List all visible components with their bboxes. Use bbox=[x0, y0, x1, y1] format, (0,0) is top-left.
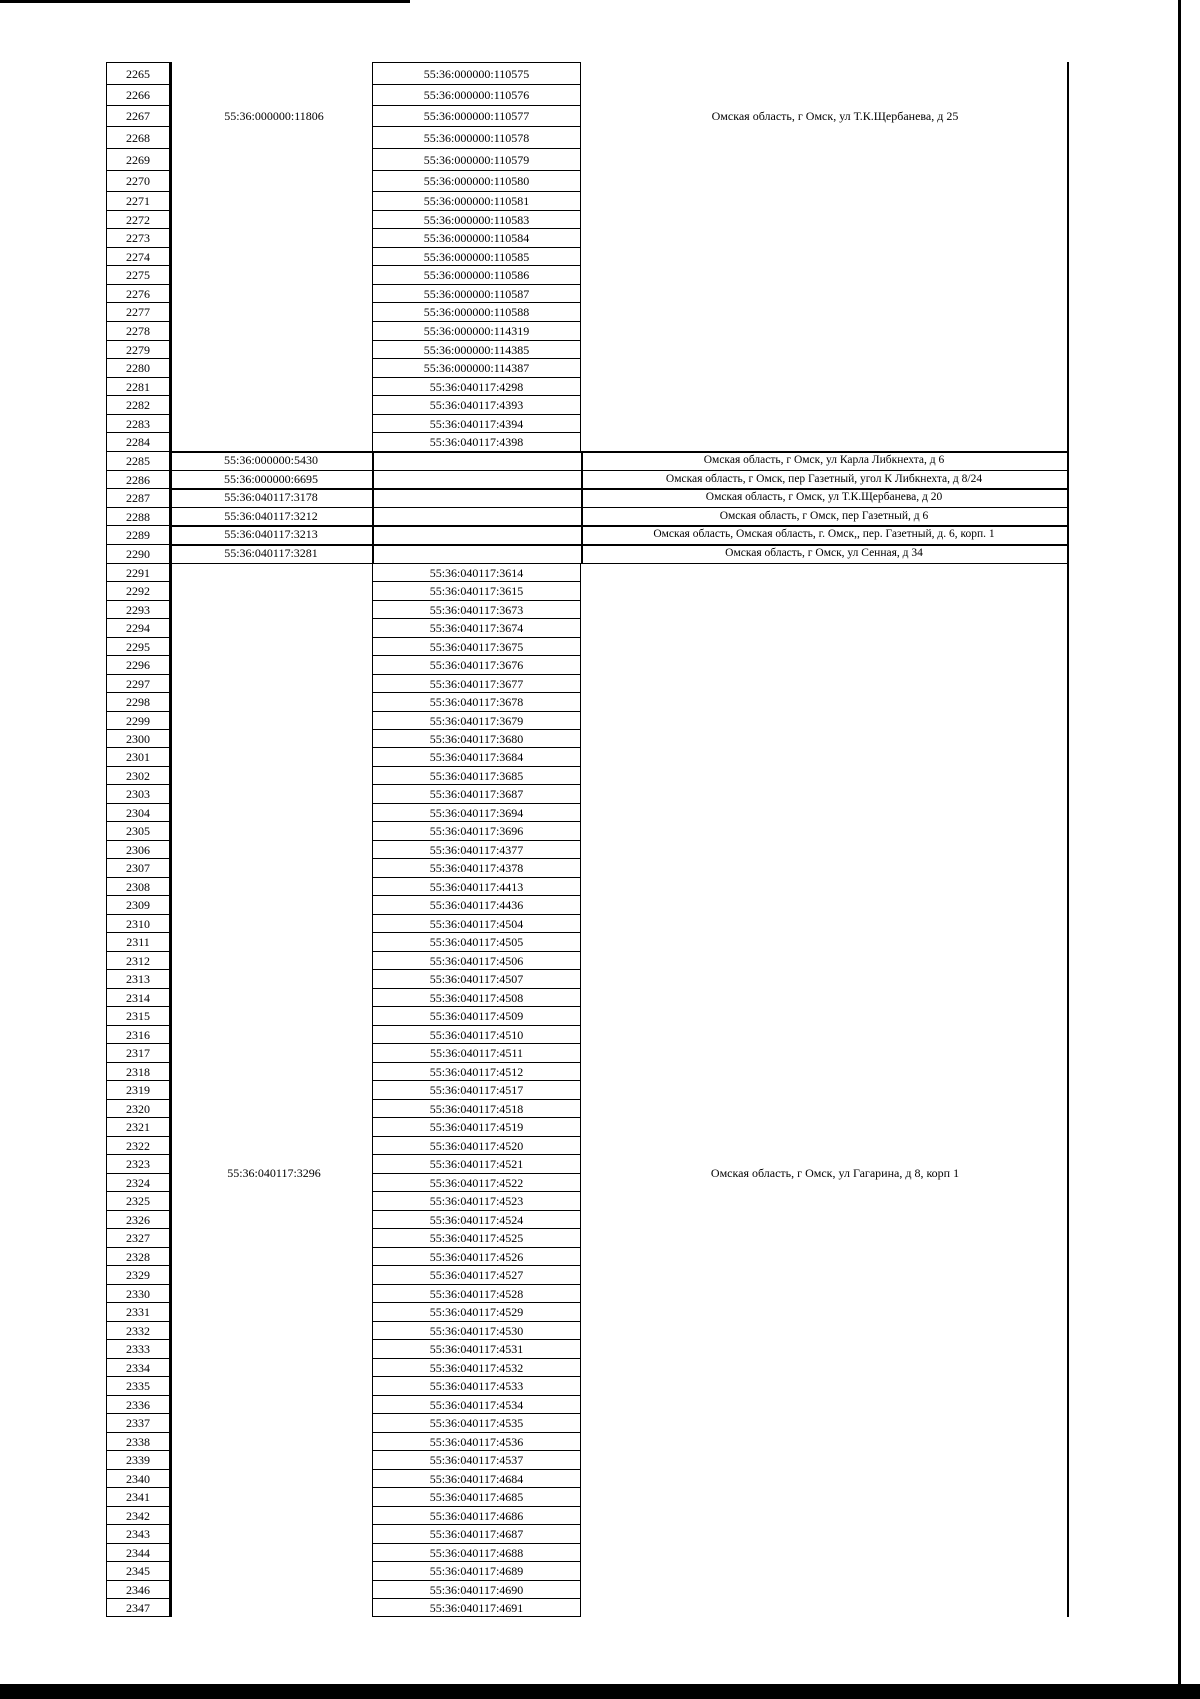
lot-number-cell: 55:36:040117:4688 bbox=[372, 1543, 581, 1562]
row-number-cell: 2314 bbox=[106, 988, 170, 1007]
row-number-cell: 2278 bbox=[106, 321, 170, 341]
address-cell: Омская область, г Омск, ул Т.К.Щербанева, д 20 bbox=[705, 491, 943, 504]
lot-number-cell: 55:36:040117:3675 bbox=[372, 637, 581, 656]
row-number-cell: 2312 bbox=[106, 951, 170, 970]
lot-number-cell: 55:36:040117:4509 bbox=[372, 1006, 581, 1025]
row-number-cell: 2281 bbox=[106, 377, 170, 396]
row-number-cell: 2325 bbox=[106, 1191, 170, 1210]
lot-number-cell: 55:36:000000:110576 bbox=[372, 84, 581, 106]
lot-number-cell: 55:36:040117:4686 bbox=[372, 1506, 581, 1525]
row-number-cell: 2300 bbox=[106, 729, 170, 748]
lot-number-cell: 55:36:040117:4413 bbox=[372, 877, 581, 896]
row-number-cell: 2343 bbox=[106, 1524, 170, 1543]
row-number-cell: 2295 bbox=[106, 637, 170, 656]
lot-number-cell: 55:36:040117:4508 bbox=[372, 988, 581, 1007]
row-number-cell: 2340 bbox=[106, 1469, 170, 1488]
lot-number-cell: 55:36:000000:114387 bbox=[372, 358, 581, 378]
row-number-cell: 2313 bbox=[106, 969, 170, 988]
lot-number-cell: 55:36:040117:4530 bbox=[372, 1321, 581, 1340]
merged-address-1: Омская область, г Омск, ул Т.К.Щербанева, д 25 bbox=[711, 109, 959, 123]
row-number-cell: 2318 bbox=[106, 1062, 170, 1081]
lot-number-cell: 55:36:040117:3696 bbox=[372, 821, 581, 840]
row-number-cell: 2331 bbox=[106, 1302, 170, 1321]
row-number-cell: 2293 bbox=[106, 600, 170, 619]
row-number-cell: 2273 bbox=[106, 228, 170, 248]
lot-number-cell: 55:36:040117:4524 bbox=[372, 1210, 581, 1229]
row-number-cell: 2268 bbox=[106, 126, 170, 149]
row-number-cell: 2275 bbox=[106, 265, 170, 285]
lot-number-cell: 55:36:000000:110583 bbox=[372, 210, 581, 229]
lot-number-cell: 55:36:040117:3679 bbox=[372, 711, 581, 730]
lot-number-cell: 55:36:040117:4685 bbox=[372, 1487, 581, 1506]
address-cell: Омская область, г Омск, пер Газетный, угол К Либкнехта, д 8/24 bbox=[665, 472, 983, 485]
lot-number-cell: 55:36:040117:4519 bbox=[372, 1117, 581, 1136]
row-number-cell: 2285 bbox=[106, 451, 170, 471]
row-number-cell: 2297 bbox=[106, 674, 170, 693]
row-number-cell: 2280 bbox=[106, 358, 170, 378]
row-number-cell: 2327 bbox=[106, 1228, 170, 1247]
lot-number-cell: 55:36:040117:4512 bbox=[372, 1062, 581, 1081]
address-cell: Омская область, Омская область, г. Омск,, пер. Газетный, д. 6, корп. 1 bbox=[653, 528, 995, 541]
lot-number-cell: 55:36:040117:4690 bbox=[372, 1580, 581, 1599]
lot-number-cell: 55:36:040117:4504 bbox=[372, 914, 581, 933]
row-number-cell: 2339 bbox=[106, 1450, 170, 1469]
lot-number-cell: 55:36:040117:4531 bbox=[372, 1339, 581, 1358]
lot-number-cell: 55:36:040117:4528 bbox=[372, 1284, 581, 1303]
row-number-cell: 2288 bbox=[106, 507, 170, 527]
lot-number-cell: 55:36:040117:4525 bbox=[372, 1228, 581, 1247]
table-vertical-rule bbox=[1067, 62, 1069, 1617]
lot-number-cell: 55:36:000000:114385 bbox=[372, 340, 581, 359]
lot-number-cell: 55:36:040117:4521 bbox=[372, 1154, 581, 1173]
lot-number-cell: 55:36:040117:4393 bbox=[372, 395, 581, 415]
lot-number-cell: 55:36:040117:4537 bbox=[372, 1450, 581, 1469]
row-number-cell: 2270 bbox=[106, 170, 170, 192]
merged-cadastral-2: 55:36:040117:3296 bbox=[227, 1166, 321, 1180]
row-number-cell: 2342 bbox=[106, 1506, 170, 1525]
lot-number-cell: 55:36:040117:4436 bbox=[372, 895, 581, 914]
lot-number-cell: 55:36:040117:4394 bbox=[372, 414, 581, 433]
lot-number-cell: 55:36:000000:110579 bbox=[372, 148, 581, 171]
table-vertical-rule bbox=[170, 62, 172, 1617]
row-number-cell: 2267 bbox=[106, 105, 170, 127]
lot-number-cell: 55:36:040117:4523 bbox=[372, 1191, 581, 1210]
lot-number-cell: 55:36:040117:4687 bbox=[372, 1524, 581, 1543]
lot-number-cell: 55:36:040117:3676 bbox=[372, 655, 581, 674]
row-number-cell: 2307 bbox=[106, 858, 170, 877]
row-number-cell: 2332 bbox=[106, 1321, 170, 1340]
table-horizontal-rule bbox=[170, 563, 1068, 565]
lot-number-cell: 55:36:040117:3680 bbox=[372, 729, 581, 748]
row-number-cell: 2302 bbox=[106, 766, 170, 785]
cadastral-cell: 55:36:040117:3281 bbox=[224, 546, 318, 560]
lot-number-cell: 55:36:040117:3685 bbox=[372, 766, 581, 785]
row-number-cell: 2344 bbox=[106, 1543, 170, 1562]
row-number-cell: 2324 bbox=[106, 1173, 170, 1192]
row-number-cell: 2326 bbox=[106, 1210, 170, 1229]
row-number-cell: 2328 bbox=[106, 1247, 170, 1266]
row-number-cell: 2323 bbox=[106, 1154, 170, 1173]
lot-number-cell: 55:36:000000:114319 bbox=[372, 321, 581, 341]
row-number-cell: 2279 bbox=[106, 340, 170, 359]
lot-number-cell: 55:36:000000:110585 bbox=[372, 247, 581, 266]
lot-number-cell: 55:36:040117:3614 bbox=[372, 563, 581, 582]
row-number-cell: 2284 bbox=[106, 432, 170, 452]
lot-number-cell: 55:36:040117:4526 bbox=[372, 1247, 581, 1266]
lot-number-cell: 55:36:040117:4507 bbox=[372, 969, 581, 988]
scan-edge-right bbox=[1178, 0, 1181, 1684]
row-number-cell: 2292 bbox=[106, 581, 170, 600]
row-number-cell: 2296 bbox=[106, 655, 170, 674]
lot-number-cell: 55:36:040117:4522 bbox=[372, 1173, 581, 1192]
cadastral-cell: 55:36:040117:3213 bbox=[224, 527, 318, 542]
lot-number-cell: 55:36:040117:3615 bbox=[372, 581, 581, 600]
scan-edge-top bbox=[0, 0, 410, 3]
lot-number-cell: 55:36:000000:110580 bbox=[372, 170, 581, 192]
row-number-cell: 2345 bbox=[106, 1561, 170, 1580]
lot-number-cell: 55:36:040117:4520 bbox=[372, 1136, 581, 1155]
lot-number-cell: 55:36:040117:3673 bbox=[372, 600, 581, 619]
lot-number-cell: 55:36:040117:4505 bbox=[372, 932, 581, 951]
address-cell: Омская область, г Омск, ул Сенная, д 34 bbox=[725, 547, 923, 559]
lot-number-cell: 55:36:040117:4510 bbox=[372, 1025, 581, 1044]
cadastral-cell: 55:36:000000:6695 bbox=[223, 471, 318, 486]
address-cell: Омская область, г Омск, ул Карла Либкнехта, д 6 bbox=[703, 454, 945, 466]
lot-number-cell: 55:36:040117:4298 bbox=[372, 377, 581, 396]
row-number-cell: 2309 bbox=[106, 895, 170, 914]
lot-number-cell: 55:36:040117:4377 bbox=[372, 840, 581, 859]
row-number-cell: 2298 bbox=[106, 692, 170, 711]
lot-number-cell: 55:36:040117:4533 bbox=[372, 1376, 581, 1395]
lot-number-cell: 55:36:040117:3687 bbox=[372, 784, 581, 803]
row-number-cell: 2305 bbox=[106, 821, 170, 840]
row-number-cell: 2320 bbox=[106, 1099, 170, 1118]
row-number-cell: 2322 bbox=[106, 1136, 170, 1155]
row-number-cell: 2319 bbox=[106, 1080, 170, 1099]
scan-edge-bottom bbox=[0, 1684, 1200, 1699]
lot-number-cell: 55:36:040117:4532 bbox=[372, 1358, 581, 1377]
lot-number-cell: 55:36:040117:4398 bbox=[372, 432, 581, 452]
row-number-cell: 2308 bbox=[106, 877, 170, 896]
lot-number-cell: 55:36:000000:110578 bbox=[372, 126, 581, 149]
lot-number-cell: 55:36:000000:110577 bbox=[372, 105, 581, 127]
lot-number-cell: 55:36:000000:110575 bbox=[372, 62, 581, 85]
row-number-cell: 2329 bbox=[106, 1265, 170, 1284]
lot-number-cell: 55:36:040117:4535 bbox=[372, 1413, 581, 1432]
row-number-cell: 2333 bbox=[106, 1339, 170, 1358]
merged-cadastral-1: 55:36:000000:11806 bbox=[224, 109, 324, 123]
lot-number-cell: 55:36:040117:4517 bbox=[372, 1080, 581, 1099]
lot-number-cell: 55:36:040117:4684 bbox=[372, 1469, 581, 1488]
address-cell: Омская область, г Омск, пер Газетный, д 6 bbox=[719, 509, 929, 522]
lot-number-cell: 55:36:000000:110588 bbox=[372, 302, 581, 322]
row-number-cell: 2315 bbox=[106, 1006, 170, 1025]
row-number-cell: 2266 bbox=[106, 84, 170, 106]
row-number-cell: 2269 bbox=[106, 148, 170, 171]
lot-number-cell: 55:36:040117:4511 bbox=[372, 1043, 581, 1062]
cadastral-cell: 55:36:040117:3212 bbox=[224, 508, 318, 523]
lot-number-cell: 55:36:040117:4506 bbox=[372, 951, 581, 970]
lot-number-cell: 55:36:040117:3678 bbox=[372, 692, 581, 711]
row-number-cell: 2277 bbox=[106, 302, 170, 322]
row-number-cell: 2301 bbox=[106, 747, 170, 766]
lot-number-cell: 55:36:000000:110586 bbox=[372, 265, 581, 285]
lot-number-cell: 55:36:040117:3674 bbox=[372, 618, 581, 637]
lot-number-cell: 55:36:000000:110581 bbox=[372, 191, 581, 211]
row-number-cell: 2271 bbox=[106, 191, 170, 211]
lot-number-cell: 55:36:040117:4518 bbox=[372, 1099, 581, 1118]
lot-number-cell: 55:36:040117:3677 bbox=[372, 674, 581, 693]
lot-number-cell: 55:36:040117:3694 bbox=[372, 803, 581, 822]
row-number-cell: 2294 bbox=[106, 618, 170, 637]
lot-number-cell: 55:36:040117:3684 bbox=[372, 747, 581, 766]
row-number-cell: 2290 bbox=[106, 544, 170, 564]
lot-number-cell: 55:36:040117:4536 bbox=[372, 1432, 581, 1451]
row-number-cell: 2287 bbox=[106, 488, 170, 508]
row-number-cell: 2336 bbox=[106, 1395, 170, 1414]
row-number-cell: 2330 bbox=[106, 1284, 170, 1303]
row-number-cell: 2286 bbox=[106, 470, 170, 490]
cadastral-cell: 55:36:000000:5430 bbox=[223, 453, 318, 467]
row-number-cell: 2346 bbox=[106, 1580, 170, 1599]
row-number-cell: 2337 bbox=[106, 1413, 170, 1432]
row-number-cell: 2316 bbox=[106, 1025, 170, 1044]
row-number-cell: 2317 bbox=[106, 1043, 170, 1062]
lot-number-cell: 55:36:000000:110584 bbox=[372, 228, 581, 248]
row-number-cell: 2347 bbox=[106, 1598, 170, 1617]
row-number-cell: 2303 bbox=[106, 784, 170, 803]
row-number-cell: 2304 bbox=[106, 803, 170, 822]
row-number-cell: 2311 bbox=[106, 932, 170, 951]
row-number-cell: 2338 bbox=[106, 1432, 170, 1451]
row-number-cell: 2283 bbox=[106, 414, 170, 433]
lot-number-cell: 55:36:040117:4378 bbox=[372, 858, 581, 877]
row-number-cell: 2335 bbox=[106, 1376, 170, 1395]
row-number-cell: 2274 bbox=[106, 247, 170, 266]
row-number-cell: 2282 bbox=[106, 395, 170, 415]
row-number-cell: 2276 bbox=[106, 284, 170, 303]
row-number-cell: 2334 bbox=[106, 1358, 170, 1377]
row-number-cell: 2289 bbox=[106, 525, 170, 545]
cadastral-cell: 55:36:040117:3178 bbox=[224, 490, 318, 505]
lot-number-cell: 55:36:000000:110587 bbox=[372, 284, 581, 303]
row-number-cell: 2341 bbox=[106, 1487, 170, 1506]
merged-address-2: Омская область, г Омск, ул Гагарина, д 8, корп 1 bbox=[710, 1166, 960, 1180]
row-number-cell: 2306 bbox=[106, 840, 170, 859]
row-number-cell: 2291 bbox=[106, 563, 170, 582]
lot-number-cell: 55:36:040117:4527 bbox=[372, 1265, 581, 1284]
lot-number-cell: 55:36:040117:4534 bbox=[372, 1395, 581, 1414]
lot-number-cell: 55:36:040117:4689 bbox=[372, 1561, 581, 1580]
lot-number-cell: 55:36:040117:4691 bbox=[372, 1598, 581, 1617]
row-number-cell: 2310 bbox=[106, 914, 170, 933]
lot-number-cell: 55:36:040117:4529 bbox=[372, 1302, 581, 1321]
row-number-cell: 2321 bbox=[106, 1117, 170, 1136]
row-number-cell: 2265 bbox=[106, 62, 170, 85]
row-number-cell: 2272 bbox=[106, 210, 170, 229]
row-number-cell: 2299 bbox=[106, 711, 170, 730]
